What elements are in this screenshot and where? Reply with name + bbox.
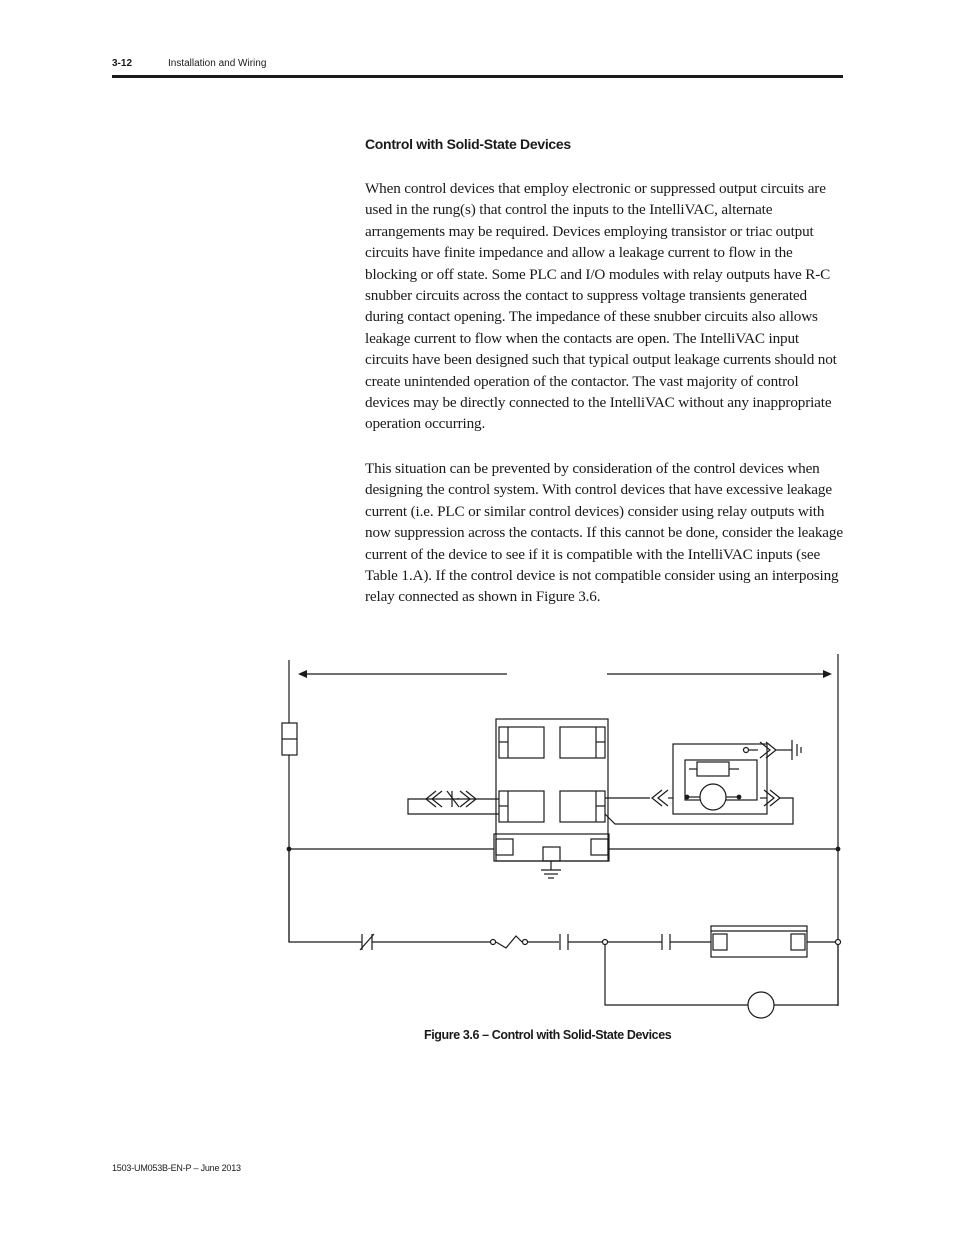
right-arrowhead bbox=[823, 670, 832, 678]
resistor-icon bbox=[697, 762, 729, 776]
pushbutton-icon bbox=[491, 940, 496, 945]
page-footer: 1503-UM053B-EN-P – June 2013 bbox=[112, 1163, 241, 1173]
section-heading: Control with Solid-State Devices bbox=[365, 136, 571, 152]
figure-caption: Figure 3.6 – Control with Solid-State Devices bbox=[424, 1028, 672, 1042]
left-arrowhead bbox=[298, 670, 307, 678]
coil-icon bbox=[748, 992, 774, 1018]
header-rule bbox=[112, 75, 843, 78]
motor-icon bbox=[700, 784, 726, 810]
body-paragraph-1: When control devices that employ electronic or suppressed output circuits are used in the rung(s) that control the inputs to the IntelliVAC, alternate arrangements may be required. Devices employing transistor or triac output circuits have finite impedance and allow a leakage current to flow in the blocking or off state. Some PLC and I/O modules with relay outputs have R-C snubber circuits across the contact to suppress voltage transients generated during contact opening. The impedance of these snubber circuits also allows leakage current to flow when the contacts are open. The IntelliVAC input circuits have been designed such that typical output leakage currents should not create unintended operation of the contactor. The vast majority of control devices may be directly connected to the IntelliVAC without any inappropriate operation occurring. bbox=[365, 180, 837, 433]
body-paragraph-2: This situation can be prevented by consideration of the control devices when designing the control system. With control devices that have excessive leakage current (i.e. PLC or similar control devices) consider using relay outputs with now suppression across the contacts. If this cannot be done, consider the leakage current of the device to see if it is compatible with the IntelliVAC inputs (see Table 1.A). If the control device is not compatible consider using an interposing relay connected as shown in Figure 3.6. bbox=[365, 460, 843, 606]
running-title: Installation and Wiring bbox=[168, 58, 267, 69]
page-number: 3-12 bbox=[112, 58, 133, 69]
wiring-diagram bbox=[270, 650, 850, 1030]
